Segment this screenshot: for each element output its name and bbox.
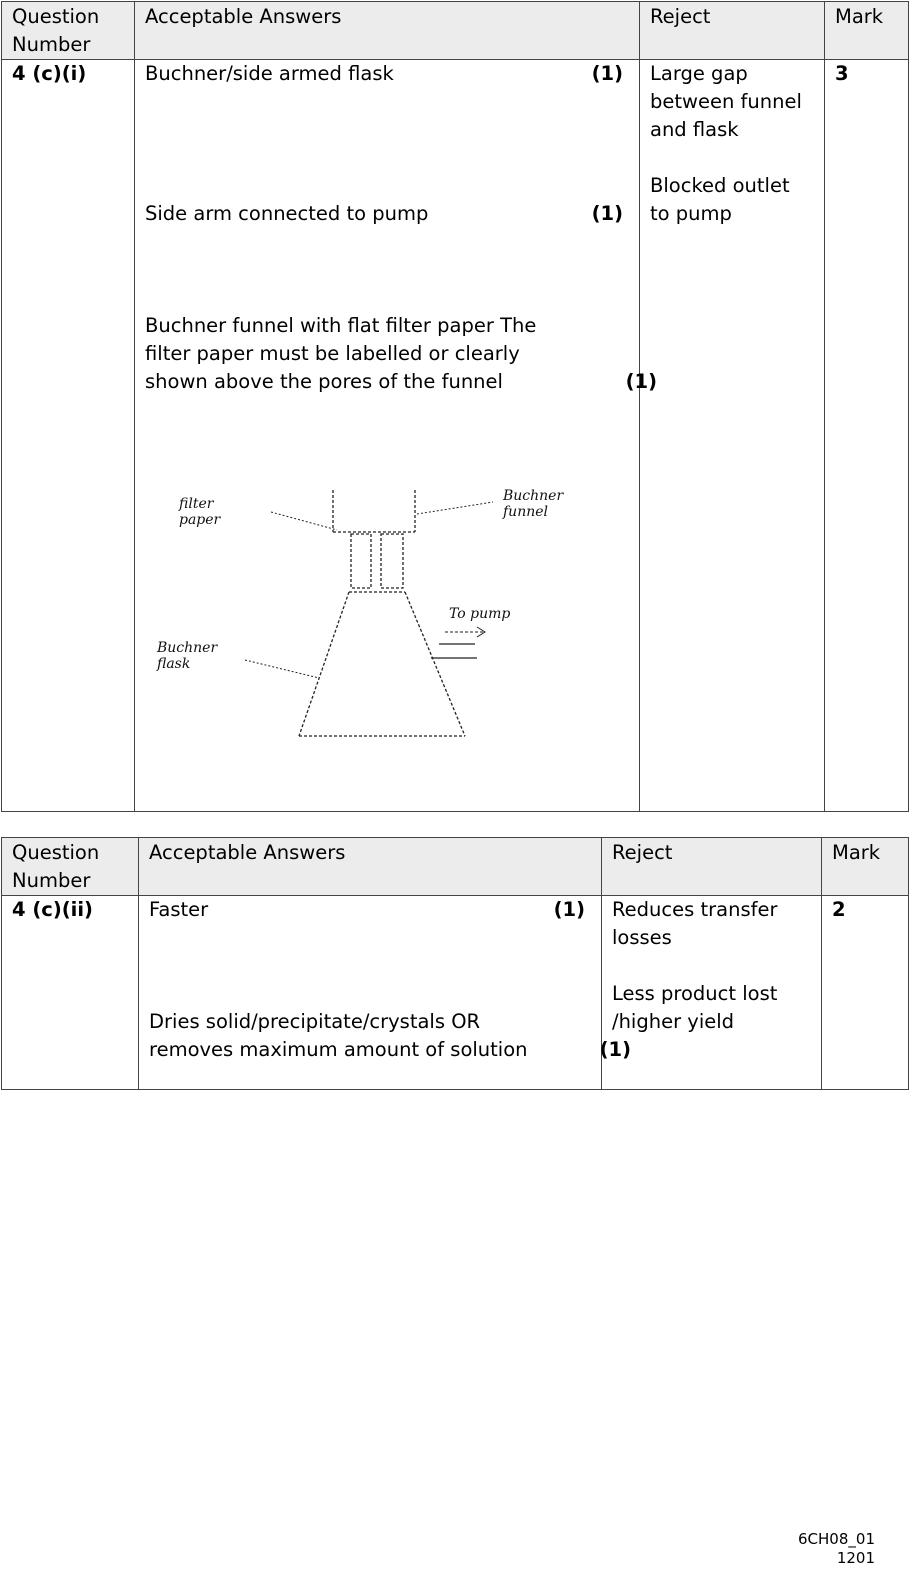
table-header-row bbox=[2, 2, 909, 60]
label-buchner-funnel: Buchner funnel bbox=[503, 488, 564, 520]
answer-item bbox=[149, 896, 591, 924]
reject-item: Less product lost /higher yield bbox=[612, 982, 778, 1033]
label-filter-paper: filter paper bbox=[179, 496, 221, 528]
footer-number: 1201 bbox=[836, 1549, 875, 1567]
mark-scheme-table-4cii bbox=[1, 837, 909, 1090]
mark-scheme-table-4ci bbox=[1, 1, 909, 812]
header-acceptable-answers: Acceptable Answers bbox=[135, 2, 640, 60]
label-to-pump: To pump bbox=[449, 606, 511, 622]
reject-item: Large gap between funnel and flask bbox=[650, 62, 802, 141]
answer-text: Buchner/side armed flask bbox=[145, 62, 394, 85]
reject-cell bbox=[640, 60, 825, 812]
answer-mark: (1) bbox=[553, 898, 585, 921]
answer-mark: (1) bbox=[591, 62, 623, 85]
answer-item bbox=[145, 60, 629, 88]
reject-item: Reduces transfer losses bbox=[612, 898, 778, 949]
reject-cell bbox=[599, 896, 822, 1090]
buchner-apparatus-diagram bbox=[153, 488, 629, 768]
question-number: 4 (c)(i) bbox=[2, 60, 135, 812]
header-mark: Mark bbox=[822, 838, 909, 896]
header-acceptable-answers: Acceptable Answers bbox=[139, 838, 602, 896]
mark-value: 2 bbox=[822, 896, 909, 1090]
answer-item bbox=[149, 1008, 631, 1064]
question-number: 4 (c)(ii) bbox=[2, 896, 139, 1090]
acceptable-answers-cell bbox=[139, 896, 631, 1090]
answer-item bbox=[145, 200, 629, 228]
acceptable-answers-cell bbox=[135, 60, 657, 812]
answer-text: Dries solid/precipitate/crystals OR removes maximum amount of solution bbox=[149, 1010, 528, 1061]
header-question-number: Question Number bbox=[2, 838, 139, 896]
header-reject: Reject bbox=[602, 838, 822, 896]
footer-code: 6CH08_01 bbox=[798, 1530, 875, 1548]
answer-text: Buchner funnel with flat filter paper The filter paper must be labelled or clearly shown above the pores of the funnel bbox=[145, 314, 537, 393]
mark-value: 3 bbox=[825, 60, 909, 812]
table-row bbox=[2, 896, 909, 1090]
header-question-number: Question Number bbox=[2, 2, 135, 60]
answer-mark: (1) bbox=[599, 1038, 631, 1061]
answer-text: Side arm connected to pump bbox=[145, 202, 429, 225]
reject-item: Blocked outlet to pump bbox=[650, 174, 790, 225]
answer-mark: (1) bbox=[591, 202, 623, 225]
page-footer bbox=[798, 1530, 875, 1568]
apparatus-sketch bbox=[153, 488, 613, 758]
answer-text: Faster bbox=[149, 898, 209, 921]
header-mark: Mark bbox=[825, 2, 909, 60]
header-reject: Reject bbox=[640, 2, 825, 60]
table-header-row bbox=[2, 838, 909, 896]
table-row bbox=[2, 60, 909, 812]
label-buchner-flask: Buchner flask bbox=[157, 640, 218, 672]
answer-item bbox=[145, 312, 657, 396]
answer-mark: (1) bbox=[625, 370, 657, 393]
